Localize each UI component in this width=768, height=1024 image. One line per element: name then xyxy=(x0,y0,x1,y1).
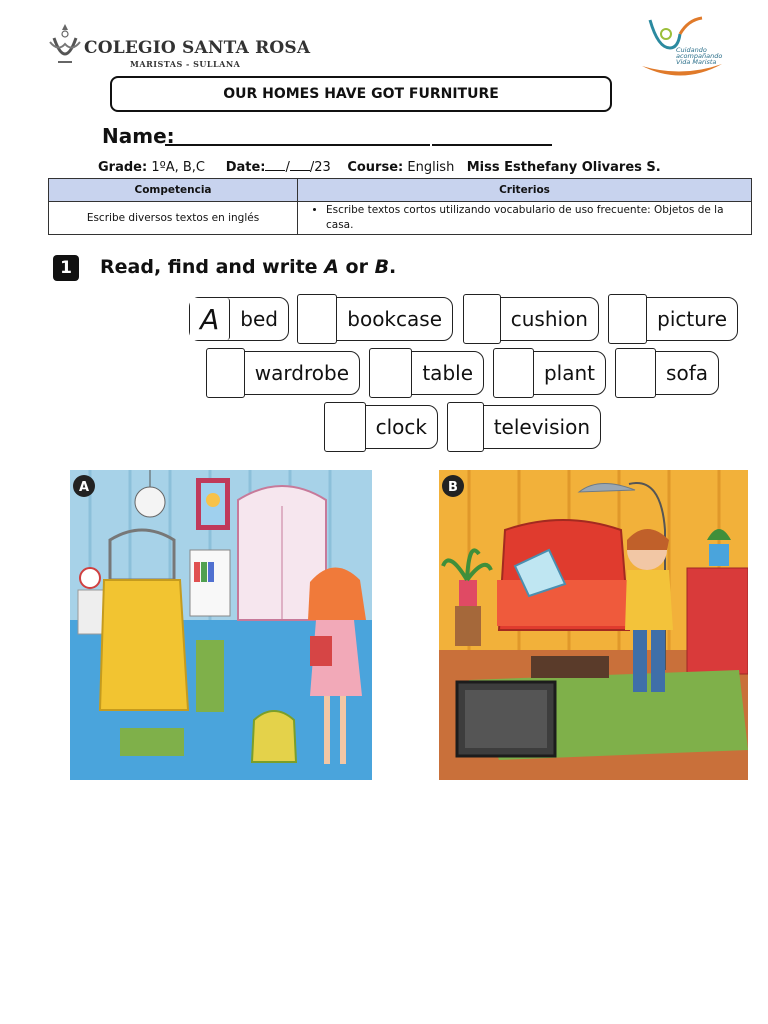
header-criterios: Criterios xyxy=(298,179,752,202)
instruction-end: . xyxy=(389,256,397,278)
item-wardrobe xyxy=(206,351,360,395)
option-b: B xyxy=(374,256,390,278)
info-row xyxy=(98,158,661,175)
item-word: picture xyxy=(657,307,727,331)
item-clock xyxy=(324,405,438,449)
picture-a-label: A xyxy=(78,480,90,495)
picture-a-bedroom xyxy=(70,470,372,780)
grade-label: Grade: xyxy=(98,160,148,175)
instruction-or: or xyxy=(338,256,375,278)
date-year: /23 xyxy=(309,160,331,175)
item-television xyxy=(447,405,601,449)
option-a: A xyxy=(324,256,339,278)
competencia-cell: Escribe diversos textos en inglés xyxy=(49,202,298,235)
answer-box[interactable] xyxy=(447,402,484,452)
answer-box[interactable] xyxy=(324,402,366,452)
item-word: sofa xyxy=(666,361,708,385)
worksheet-title: OUR HOMES HAVE GOT FURNITURE xyxy=(110,76,612,112)
marista-logo xyxy=(636,12,728,84)
date-day-field[interactable] xyxy=(265,158,285,171)
item-word: plant xyxy=(543,361,595,385)
brand-line-2: acompañando xyxy=(676,52,723,60)
teacher-name: Miss Esthefany Olivares S. xyxy=(466,160,661,175)
exercise-instruction xyxy=(100,256,396,278)
school-logo xyxy=(48,22,311,72)
competency-table xyxy=(48,178,752,235)
item-bed xyxy=(189,297,289,341)
criterios-cell xyxy=(298,202,752,235)
name-field-extension[interactable] xyxy=(432,144,552,146)
picture-b-living-room xyxy=(439,470,748,780)
item-word: bed xyxy=(240,307,278,331)
name-label: Name: xyxy=(102,124,175,148)
course-label: Course: xyxy=(347,160,404,175)
school-name: COLEGIO SANTA ROSA xyxy=(84,38,311,58)
course-value: English xyxy=(407,160,455,175)
item-picture xyxy=(608,297,738,341)
header-competencia: Competencia xyxy=(49,179,298,202)
answer-box[interactable] xyxy=(206,348,245,398)
brand-line-1: Cuidando xyxy=(676,46,707,54)
answer-box[interactable] xyxy=(615,348,656,398)
table-header-row xyxy=(49,179,752,202)
item-plant xyxy=(493,351,606,395)
exercise-number: 1 xyxy=(53,255,79,281)
answer-box[interactable] xyxy=(608,294,647,344)
item-table xyxy=(369,351,484,395)
date-label: Date: xyxy=(225,160,266,175)
item-word: table xyxy=(422,361,473,385)
instruction-text: Read, find and write xyxy=(100,256,325,278)
date-separator: / xyxy=(285,160,290,175)
grade-value: 1ºA, B,C xyxy=(151,160,206,175)
item-word: television xyxy=(493,415,590,439)
item-word: clock xyxy=(375,415,427,439)
item-word: bookcase xyxy=(347,307,442,331)
item-bookcase xyxy=(297,297,453,341)
answer-box[interactable] xyxy=(369,348,412,398)
item-word: wardrobe xyxy=(254,361,349,385)
picture-b-label: B xyxy=(448,480,458,495)
school-crest-icon xyxy=(48,22,82,68)
name-field[interactable] xyxy=(165,144,430,146)
table-row xyxy=(49,202,752,235)
answer-box[interactable] xyxy=(297,294,337,344)
answer-box[interactable]: A xyxy=(190,298,230,340)
answer-box[interactable] xyxy=(493,348,534,398)
date-month-field[interactable] xyxy=(290,158,310,171)
brand-line-3: Vida Marista xyxy=(676,58,717,66)
item-cushion xyxy=(463,297,599,341)
item-word: cushion xyxy=(510,307,588,331)
item-sofa xyxy=(615,351,719,395)
answer-box[interactable] xyxy=(463,294,501,344)
criterio-item: • Escribe textos cortos utilizando vocabulario de uso frecuente: Objetos de la casa. xyxy=(326,203,745,233)
school-subtitle: MARISTAS - SULLANA xyxy=(130,59,241,69)
